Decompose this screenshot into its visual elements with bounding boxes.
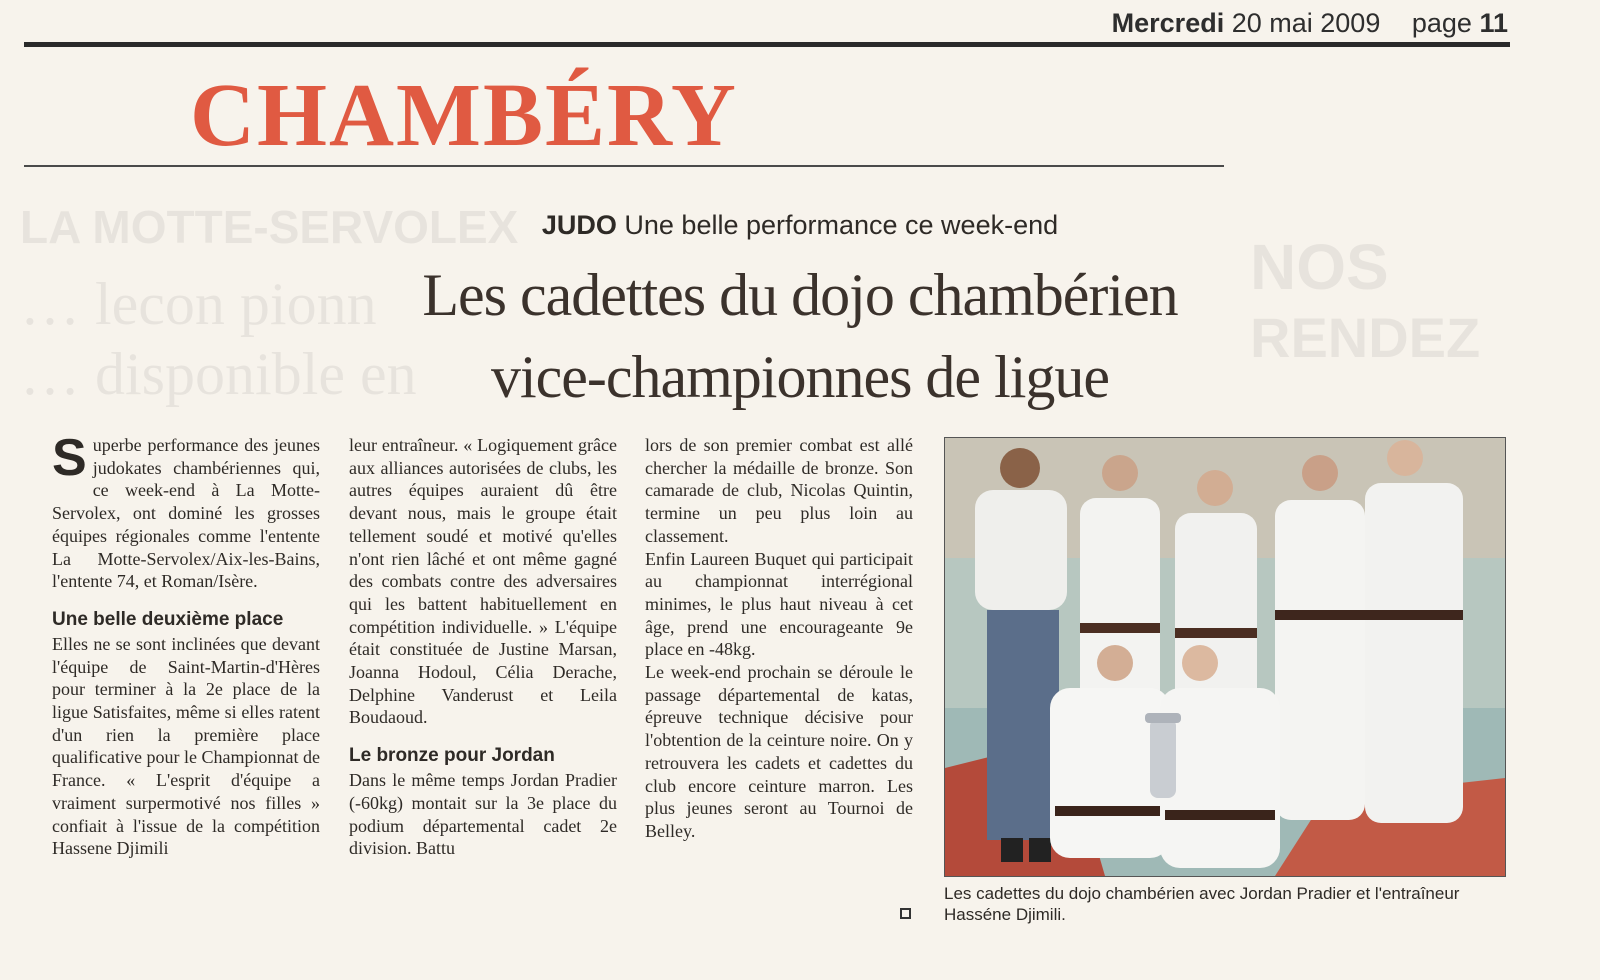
paragraph: Le week-end prochain se déroule le passage départemental de katas, épreuve technique décisive pour l'obtention de la ceinture noire. On y retrouvera les cadets et cadettes du club encore ceinture marron. Les plus jeunes seront au Tournoi de Belley. [645, 662, 913, 841]
team-photo-illustration [945, 438, 1505, 876]
article-column-2 [349, 434, 617, 860]
paragraph: lors de son premier combat est allé chercher la médaille de bronze. Son camarade de club, Nicolas Quintin, termine un peu plus loin au classement. [645, 435, 913, 546]
paragraph: Enfin Laureen Buquet qui participait au championnat interrégional minimes, le plus haut niveau à cet âge, prend une encourageante 9e place en -48kg. [645, 548, 913, 660]
headline-line-2: vice-championnes de ligue [490, 344, 1110, 410]
article-kicker [0, 210, 1600, 241]
bleed-through-text: NOS [1250, 231, 1389, 303]
paragraph: Dans le même temps Jordan Pradier (-60kg) montait sur la 3e place du podium départemental cadet 2e division. Battu [349, 770, 617, 859]
dateline [1112, 8, 1508, 39]
kicker-topic: JUDO [541, 210, 617, 240]
page-number: 11 [1479, 8, 1508, 38]
paragraph [52, 429, 320, 593]
end-of-article-mark [900, 908, 911, 919]
page-label: page [1411, 8, 1472, 38]
drop-cap: S [52, 429, 87, 487]
headline [0, 254, 1600, 418]
top-rule [24, 42, 1510, 47]
kicker-text: Une belle performance ce week-end [624, 210, 1059, 240]
paragraph-text: uperbe performance des jeunes judokates chambériennes qui, ce week-end à La Motte-Servolex, ont dominé les grosses équipes régionales comme l'entente La Motte-Servolex/Aix-les-Bains, l'entente 74, et Roman/Isère. [52, 435, 320, 592]
bleed-through-text: … lecon pionn [20, 271, 377, 337]
headline-line-1: Les cadettes du dojo chambérien [422, 262, 1178, 328]
section-rule [24, 165, 1224, 167]
date-day: Mercredi [1111, 8, 1225, 38]
bleed-through-text: … disponible en [20, 341, 417, 407]
date-text: 20 mai 2009 [1231, 8, 1381, 38]
bleed-through-text: RENDEZ [1250, 306, 1481, 369]
subheading: Le bronze pour Jordan [349, 745, 555, 767]
paragraph: leur entraîneur. « Logiquement grâce aux alliances autorisées de clubs, les autres équipes auraient dû être devant nous, mais le groupe était tellement soudé et motivé qu'elles n'ont rien lâché et ont même gagné des combats contre des adversaires qui les battent habituellement en compétition individuelle. » L'équipe était constituée de Justine Marsan, Joanna Hodoul, Célia Derache, Delphine Vanderust et Leila Boudaoud. [349, 435, 617, 728]
photo-caption: Les cadettes du dojo chambérien avec Jordan Pradier et l'entraîneur Hasséne Djimili. [944, 884, 1460, 924]
bleed-through-text: LA MOTTE-SERVOLEX [20, 201, 519, 253]
subheading: Une belle deuxième place [52, 608, 284, 630]
article-column-3 [645, 434, 913, 843]
section-title: CHAMBÉRY [190, 66, 738, 165]
paragraph: Elles ne se sont inclinées que devant l'équipe de Saint-Martin-d'Hères pour terminer à la 2e place de la ligue Satisfaites, même si elles ratent d'un rien la première place qualificative pour le Championnat de France. « L'esprit d'équipe a vraiment surpermotivé nos filles » confiait à l'issue de la compétition Hassene Djimili [52, 633, 320, 859]
team-photo [944, 437, 1506, 877]
article-column-1 [52, 429, 320, 860]
